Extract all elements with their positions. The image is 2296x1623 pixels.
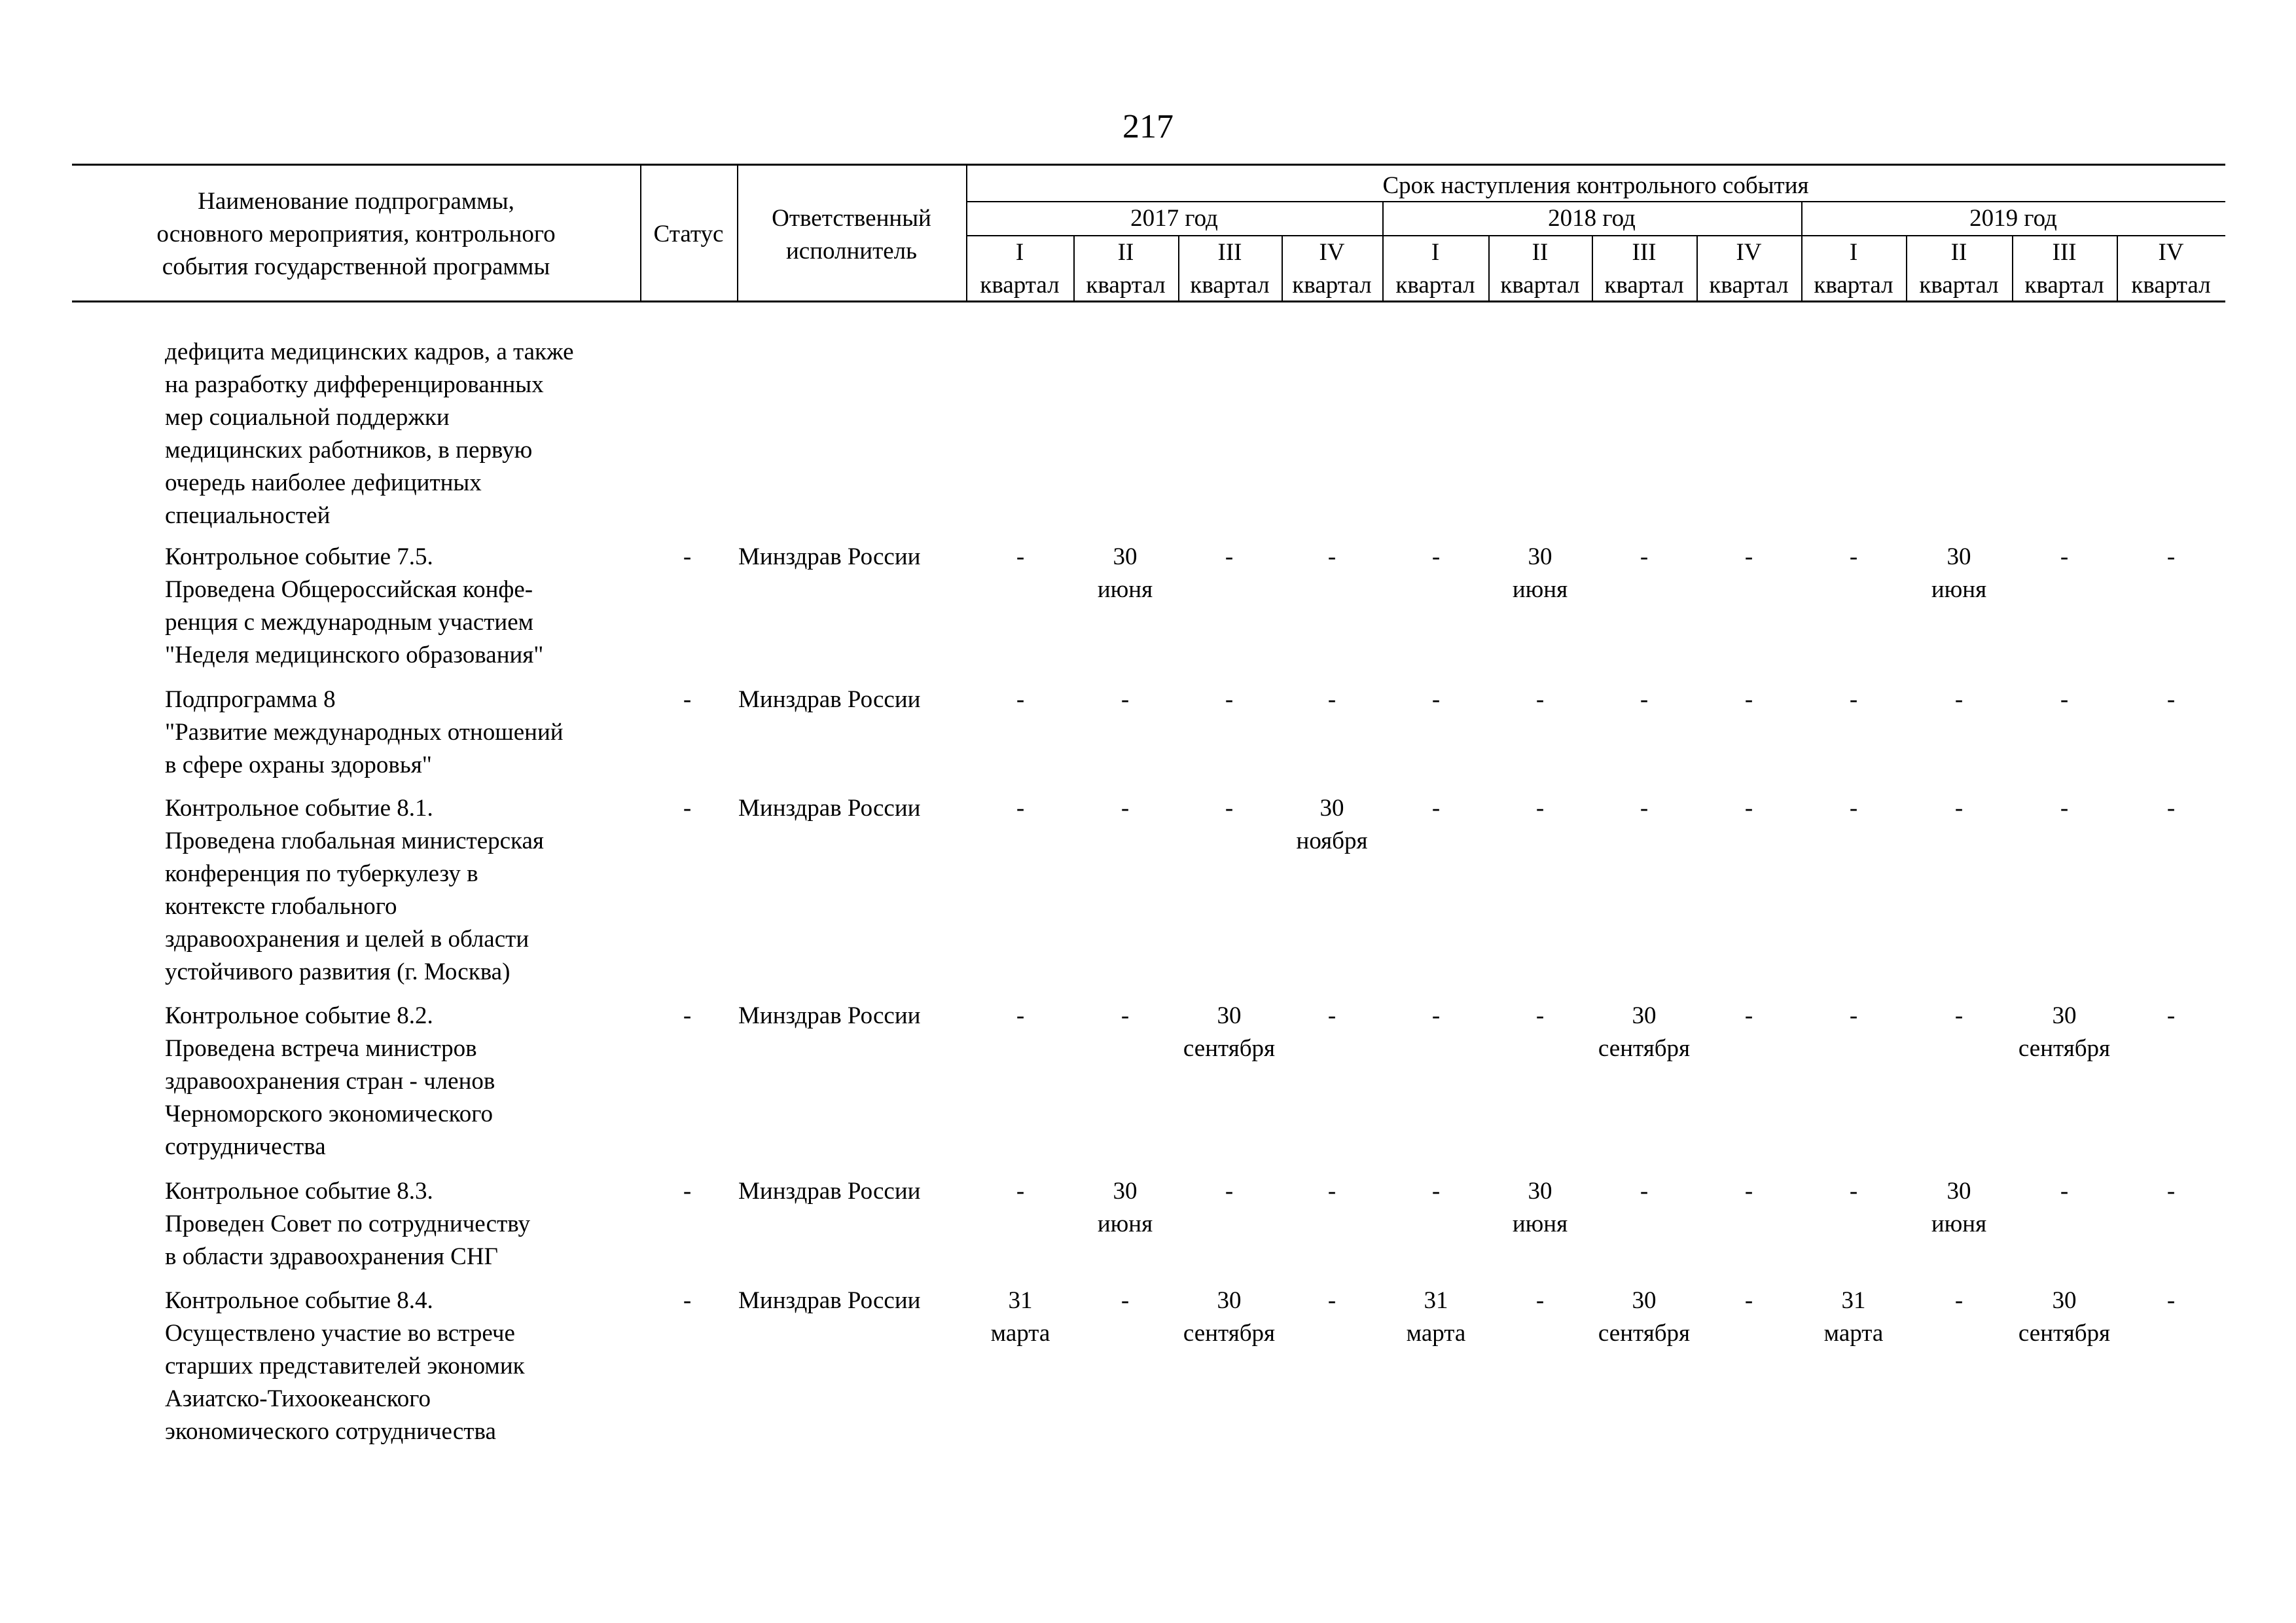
quarter-cell: - — [1016, 543, 1025, 570]
quarter-numeral: II — [1532, 239, 1549, 266]
quarter-cell: - — [1327, 1287, 1336, 1314]
quarter-word: квартал — [1919, 272, 1999, 299]
row-status: - — [683, 1002, 692, 1029]
header-status-column: Статус — [653, 221, 724, 247]
header-year-2017: 2017 год — [1130, 205, 1218, 232]
quarter-cell: 31 марта — [1823, 1287, 1884, 1347]
header-year-2019: 2019 год — [1969, 205, 2057, 232]
quarter-cell: - — [1744, 1287, 1753, 1314]
quarter-cell: - — [1121, 795, 1130, 822]
quarter-cell: - — [2060, 686, 2069, 713]
quarter-cell: - — [1225, 1178, 1234, 1205]
quarter-cell: 30 июня — [1512, 543, 1568, 603]
quarter-cell: - — [2166, 795, 2176, 822]
header-quarter — [1073, 236, 1178, 302]
quarter-cell: - — [1225, 543, 1234, 570]
quarter-cell: - — [1327, 1002, 1336, 1029]
quarter-numeral: IV — [1319, 239, 1345, 266]
header-year-2018: 2018 год — [1548, 205, 1636, 232]
quarter-word: квартал — [1604, 272, 1684, 299]
quarter-cell: - — [1327, 1178, 1336, 1205]
row-status: - — [683, 686, 692, 713]
quarter-cell: - — [1849, 1178, 1858, 1205]
quarter-word: квартал — [1086, 272, 1166, 299]
quarter-numeral: I — [1431, 239, 1440, 266]
quarter-cell: - — [1744, 1002, 1753, 1029]
quarter-cell: - — [1327, 686, 1336, 713]
row-executor: Минздрав России — [738, 1287, 921, 1314]
header-quarter — [1801, 236, 1906, 302]
row-status: - — [683, 1178, 692, 1205]
quarter-cell: - — [1225, 686, 1234, 713]
quarter-cell: - — [1744, 795, 1753, 822]
row-name: Контрольное событие 8.3. Проведен Совет по сотрудничеству в области здравоохранения СНГ — [165, 1178, 530, 1270]
quarter-cell: - — [1016, 686, 1025, 713]
quarter-cell: - — [1954, 795, 1964, 822]
quarter-cell: - — [2166, 1002, 2176, 1029]
row-name: Контрольное событие 8.4. Осуществлено участие во встрече старших представителей экономик Азиатско-Тихоокеанского экономического сотрудничества — [165, 1287, 525, 1445]
quarter-word: квартал — [2131, 272, 2211, 299]
quarter-cell: - — [1431, 795, 1441, 822]
quarter-cell: - — [2166, 543, 2176, 570]
row-name: Подпрограмма 8 "Развитие международных отношений в сфере охраны здоровья" — [165, 686, 564, 778]
header-quarter — [1906, 236, 2012, 302]
quarter-word: квартал — [1500, 272, 1580, 299]
quarter-cell: 30 сентября — [1598, 1002, 1691, 1062]
quarter-cell: - — [1744, 1178, 1753, 1205]
quarter-numeral: II — [1950, 239, 1967, 266]
quarter-cell: - — [1954, 1287, 1964, 1314]
quarter-word: квартал — [980, 272, 1060, 299]
quarter-cell: 30 июня — [1931, 543, 1987, 603]
quarter-cell: 30 июня — [1931, 1178, 1987, 1237]
quarter-cell: - — [1535, 1002, 1545, 1029]
quarter-cell: - — [2166, 1287, 2176, 1314]
quarter-word: квартал — [2024, 272, 2104, 299]
quarter-cell: - — [2166, 1178, 2176, 1205]
quarter-cell: - — [1849, 795, 1858, 822]
quarter-cell: - — [1225, 795, 1234, 822]
quarter-numeral: I — [1849, 239, 1858, 266]
row-executor: Минздрав России — [738, 795, 921, 822]
quarter-cell: 30 сентября — [1183, 1287, 1276, 1347]
quarter-cell: - — [1121, 1002, 1130, 1029]
quarter-numeral: II — [1117, 239, 1134, 266]
row-status: - — [683, 1287, 692, 1314]
quarter-cell: - — [1431, 686, 1441, 713]
quarter-cell: - — [1640, 686, 1649, 713]
header-quarter — [966, 236, 1073, 302]
header-name-column: Наименование подпрограммы, основного мероприятия, контрольного события государственной программы — [156, 188, 556, 280]
quarter-cell: - — [1849, 543, 1858, 570]
quarter-cell: - — [1431, 1002, 1441, 1029]
quarter-word: квартал — [1395, 272, 1475, 299]
quarter-numeral: III — [1217, 239, 1242, 266]
header-executor-column: Ответственный исполнитель — [772, 205, 931, 264]
quarter-numeral: III — [1632, 239, 1657, 266]
header-deadline-title: Срок наступления контрольного события — [1382, 172, 1809, 199]
quarter-cell: 30 июня — [1097, 543, 1153, 603]
quarter-cell: - — [1535, 1287, 1545, 1314]
quarter-cell: - — [1016, 1002, 1025, 1029]
row-executor: Минздрав России — [738, 1002, 921, 1029]
quarter-cell: - — [2060, 543, 2069, 570]
header-quarter — [1696, 236, 1801, 302]
row-executor: Минздрав России — [738, 543, 921, 570]
page-number: 217 — [1122, 108, 1174, 145]
quarter-numeral: IV — [2158, 239, 2184, 266]
quarter-cell: - — [1431, 1178, 1441, 1205]
quarter-cell: 30 июня — [1097, 1178, 1153, 1237]
row-name: Контрольное событие 8.2. Проведена встреча министров здравоохранения стран - членов Черноморского экономического сотрудничества — [165, 1002, 495, 1160]
quarter-cell: - — [1640, 795, 1649, 822]
row-name: Контрольное событие 8.1. Проведена глобальная министерская конференция по туберкулезу в контексте глобального здравоохранения и целей в области устойчивого развития (г. Москва) — [165, 795, 544, 985]
quarter-cell: - — [1640, 1178, 1649, 1205]
quarter-word: квартал — [1709, 272, 1789, 299]
quarter-cell: 30 ноября — [1296, 795, 1368, 854]
quarter-word: квартал — [1190, 272, 1270, 299]
quarter-cell: - — [1744, 543, 1753, 570]
quarter-cell: - — [1954, 1002, 1964, 1029]
header-quarter — [2117, 236, 2225, 302]
quarter-cell: - — [1640, 543, 1649, 570]
quarter-cell: - — [1744, 686, 1753, 713]
row-status: - — [683, 795, 692, 822]
quarter-cell: - — [1849, 1002, 1858, 1029]
quarter-cell: - — [1121, 1287, 1130, 1314]
quarter-cell: - — [1849, 686, 1858, 713]
quarter-cell: - — [2166, 686, 2176, 713]
quarter-cell: 30 июня — [1512, 1178, 1568, 1237]
quarter-cell: - — [1327, 543, 1336, 570]
quarter-cell: - — [2060, 1178, 2069, 1205]
quarter-cell: - — [2060, 795, 2069, 822]
quarter-numeral: IV — [1736, 239, 1762, 266]
header-quarter — [1178, 236, 1282, 302]
row-executor: Минздрав России — [738, 686, 921, 713]
header-quarter — [2012, 236, 2117, 302]
header-quarter — [1592, 236, 1696, 302]
quarter-cell: - — [1535, 686, 1545, 713]
quarter-cell: - — [1535, 795, 1545, 822]
quarter-numeral: I — [1015, 239, 1024, 266]
row-executor: Минздрав России — [738, 1178, 921, 1205]
quarter-cell: - — [1016, 795, 1025, 822]
quarter-word: квартал — [1292, 272, 1372, 299]
quarter-cell: - — [1431, 543, 1441, 570]
quarter-cell: 30 сентября — [2018, 1287, 2111, 1347]
table-header — [72, 164, 2225, 302]
header-quarter — [1382, 236, 1488, 302]
quarter-cell: - — [1121, 686, 1130, 713]
row-name: дефицита медицинских кадров, а также на разработку дифференцированных мер социальной поддержки медицинских работников, в первую очередь наиболее дефицитных специальностей — [165, 338, 574, 529]
quarter-cell: 30 сентября — [1183, 1002, 1276, 1062]
row-status: - — [683, 543, 692, 570]
quarter-word: квартал — [1814, 272, 1893, 299]
quarter-cell: - — [1954, 686, 1964, 713]
row-name: Контрольное событие 7.5. Проведена Общероссийская конфе- ренция с международным участием "Неделя медицинского образования" — [165, 543, 544, 668]
quarter-cell: - — [1016, 1178, 1025, 1205]
header-quarter — [1282, 236, 1382, 302]
quarter-cell: 31 марта — [990, 1287, 1050, 1347]
quarter-cell: 31 марта — [1406, 1287, 1466, 1347]
header-quarter — [1488, 236, 1592, 302]
quarter-numeral: III — [2052, 239, 2077, 266]
quarter-cell: 30 сентября — [1598, 1287, 1691, 1347]
quarter-cell: 30 сентября — [2018, 1002, 2111, 1062]
